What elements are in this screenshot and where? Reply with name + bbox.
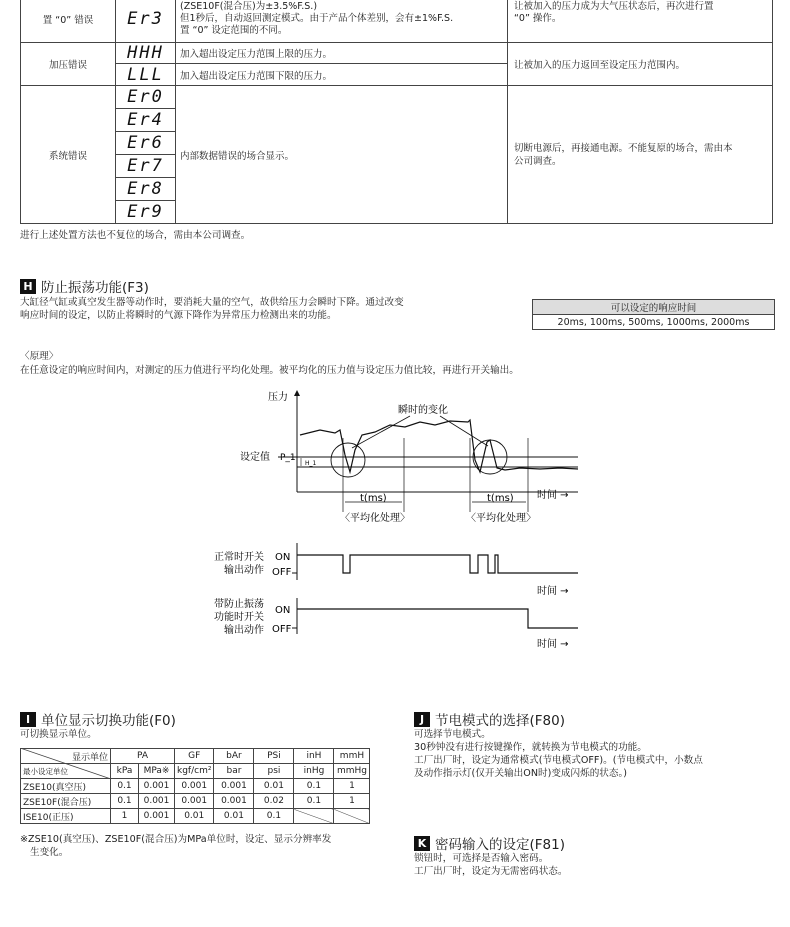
error-code: Er4 xyxy=(116,109,176,132)
averaging-label-1: 〈平均化处理〉 xyxy=(340,513,410,524)
section-h-heading xyxy=(20,276,149,296)
error-code: Er6 xyxy=(116,132,176,155)
empty-cell xyxy=(334,809,370,824)
value-cell: 0.001 xyxy=(175,794,214,809)
error-code: Er7 xyxy=(116,155,176,178)
on-label-1: ON xyxy=(275,552,291,563)
error-remedy: 让被加入的压力返回至设定压力范围内。 xyxy=(508,43,773,86)
error-name: 置 “0” 错误 xyxy=(21,0,116,43)
value-cell: 1 xyxy=(111,809,139,824)
anti-output-label-3: 输出动作 xyxy=(224,625,264,636)
table-row xyxy=(21,0,773,43)
principle-title: 〈原理〉 xyxy=(20,351,59,362)
principle-text: 在任意设定的响应时间内，对测定的压力值进行平均化处理。被平均化的压力值与设定压力值比较，再进行开关输出。 xyxy=(20,365,519,376)
section-title: 防止振荡功能(F3) xyxy=(41,280,149,296)
section-i-desc: 可切换显示单位。 xyxy=(20,729,97,740)
error-name: 系统错误 xyxy=(21,86,116,224)
subunit: kgf/cm² xyxy=(175,764,214,779)
section-letter: K xyxy=(414,836,430,851)
tms-label-1: t(ms) xyxy=(360,493,387,504)
subunit: MPa※ xyxy=(139,764,175,779)
p1-label: P_1 xyxy=(280,453,296,463)
model-cell: ZSE10F(混合压) xyxy=(21,794,111,809)
error-remedy: 切断电源后，再接通电源。不能复原的场合，需由本 公司调查。 xyxy=(508,86,773,224)
subunit: psi xyxy=(254,764,294,779)
error-desc: 内部数据错误的场合显示。 xyxy=(176,86,508,224)
subunit: inHg xyxy=(294,764,334,779)
subunit: kPa xyxy=(111,764,139,779)
section-title: 节电模式的选择(F80) xyxy=(435,713,565,729)
error-code: Er3 xyxy=(116,0,176,43)
value-cell: 1 xyxy=(334,779,370,794)
value-cell: 0.001 xyxy=(214,794,254,809)
empty-cell xyxy=(294,809,334,824)
unit-header: GF xyxy=(175,749,214,764)
model-cell: ISE10(正压) xyxy=(21,809,111,824)
section-title: 密码输入的设定(F81) xyxy=(435,837,565,853)
unit-header: PSi xyxy=(254,749,294,764)
table-row xyxy=(21,809,370,824)
section-k-heading xyxy=(414,833,565,853)
table-row xyxy=(21,794,370,809)
error-note: 进行上述处置方法也不复位的场合，需由本公司调查。 xyxy=(20,230,251,241)
unit-header: inH xyxy=(294,749,334,764)
averaging-label-2: 〈平均化处理〉 xyxy=(466,513,536,524)
header-diagonal xyxy=(20,748,112,780)
value-cell: 0.1 xyxy=(111,794,139,809)
response-time-values: 20ms, 100ms, 500ms, 1000ms, 2000ms xyxy=(533,315,775,330)
error-code: LLL xyxy=(116,64,176,86)
value-cell: 0.1 xyxy=(294,794,334,809)
table-row xyxy=(21,86,773,109)
subunit: mmHg xyxy=(334,764,370,779)
time-label-3: 时间 → xyxy=(537,639,569,650)
section-title: 单位显示切换功能(F0) xyxy=(41,713,176,729)
h1-label: H_1 xyxy=(305,460,317,467)
error-code: Er8 xyxy=(116,178,176,201)
off-label-1: OFF xyxy=(272,567,292,578)
anti-chattering-diagram xyxy=(0,380,790,655)
on-label-2: ON xyxy=(275,605,291,616)
unit-header: mmH xyxy=(334,749,370,764)
error-remedy: 让被加入的压力成为大气压状态后，再次进行置 “0” 操作。 xyxy=(508,0,773,43)
unit-header: PA xyxy=(111,749,175,764)
tms-label-2: t(ms) xyxy=(487,493,514,504)
value-cell: 0.001 xyxy=(139,809,175,824)
normal-output-label: 正常时开关 xyxy=(214,552,264,563)
section-letter: J xyxy=(414,712,430,727)
error-code: Er9 xyxy=(116,201,176,224)
section-i-heading xyxy=(20,709,176,729)
error-name: 加压错误 xyxy=(21,43,116,86)
value-cell: 0.02 xyxy=(254,794,294,809)
error-code: HHH xyxy=(116,43,176,64)
anti-output-label-2: 功能时开关 xyxy=(214,612,264,623)
value-cell: 0.001 xyxy=(139,779,175,794)
section-letter: I xyxy=(20,712,36,727)
anti-output-label: 带防止振荡 xyxy=(214,599,264,610)
response-time-table xyxy=(532,299,775,330)
section-j-heading xyxy=(414,709,565,729)
table-row xyxy=(21,43,773,64)
value-cell: 0.001 xyxy=(139,794,175,809)
time-label-1: 时间 → xyxy=(537,490,569,501)
error-table xyxy=(20,0,773,224)
unit-header: bAr xyxy=(214,749,254,764)
error-desc: (ZSE10F(混合压)为±3.5%F.S.) 但1秒后，自动返回测定模式。由于产品个体差别，会有±1%F.S. 置 “0” 设定范围的不同。 xyxy=(176,0,508,43)
normal-output-label-2: 输出动作 xyxy=(224,565,264,576)
subunit: bar xyxy=(214,764,254,779)
unit-header-bottom: 最小设定单位 xyxy=(21,764,111,779)
model-cell: ZSE10(真空压) xyxy=(21,779,111,794)
instant-change-label: 瞬时的变化 xyxy=(398,405,448,416)
value-cell: 0.001 xyxy=(175,779,214,794)
response-time-header: 可以设定的响应时间 xyxy=(533,300,775,315)
value-cell: 0.01 xyxy=(214,809,254,824)
table-row xyxy=(21,779,370,794)
error-code: Er0 xyxy=(116,86,176,109)
value-cell: 0.01 xyxy=(175,809,214,824)
set-value-label: 设定值 xyxy=(240,452,270,463)
section-letter: H xyxy=(20,279,36,294)
section-k-text: 锁钮时，可选择是否输入密码。 工厂出厂时，设定为无需密码状态。 xyxy=(414,853,568,877)
off-label-2: OFF xyxy=(272,624,292,635)
error-desc: 加入超出设定压力范围上限的压力。 xyxy=(176,43,508,64)
value-cell: 0.01 xyxy=(254,779,294,794)
pressure-axis-label: 压力 xyxy=(268,392,288,403)
unit-header-top: 显示单位 xyxy=(21,749,111,764)
section-j-text: 可选择节电模式。 30秒钟没有进行按键操作，就转换为节电模式的功能。 工厂出厂时，设定为通常模式(节电模式OFF)。(节电模式中，小数点 及动作指示灯(仅开关输出ON时)变成闪烁的状态。) xyxy=(414,729,703,779)
value-cell: 1 xyxy=(334,794,370,809)
section-h-desc: 大缸径气缸或真空发生器等动作时，要消耗大量的空气，故供给压力会瞬时下降。通过改变 响应时间的设定，以防止将瞬时的气源下降作为异常压力检测出来的功能。 xyxy=(20,297,404,321)
value-cell: 0.1 xyxy=(111,779,139,794)
error-desc: 加入超出设定压力范围下限的压力。 xyxy=(176,64,508,86)
time-label-2: 时间 → xyxy=(537,586,569,597)
value-cell: 0.1 xyxy=(294,779,334,794)
value-cell: 0.1 xyxy=(254,809,294,824)
unit-note: ※ZSE10(真空压)、ZSE10F(混合压)为MPa单位时，设定、显示分辨率发 生变化。 xyxy=(20,834,332,858)
value-cell: 0.001 xyxy=(214,779,254,794)
